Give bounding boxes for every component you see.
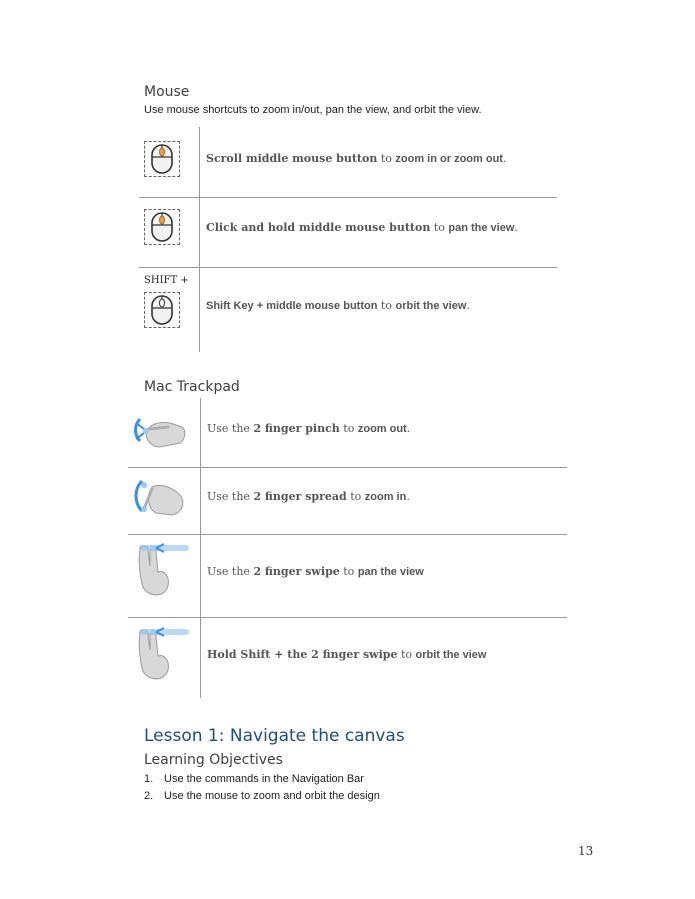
gesture-label: 2 finger pinch (253, 422, 340, 435)
action-label: Click and hold middle mouse button (206, 221, 431, 234)
objective-number: 1. (144, 773, 154, 785)
result-label: pan the view (448, 222, 515, 234)
mouse-section-title: Mouse (144, 84, 190, 100)
row-separator (128, 617, 567, 618)
end-punct: . (406, 490, 410, 503)
connector-text: to (377, 299, 396, 312)
mouse-pan-icon (144, 209, 180, 245)
trackpad-section-title: Mac Trackpad (144, 379, 240, 395)
trackpad-row-2-text (207, 490, 410, 503)
row-separator (139, 197, 557, 198)
result-label: orbit the view (395, 300, 467, 312)
lead-text: Use the (207, 490, 254, 503)
swipe-gesture-icon (130, 540, 194, 607)
spread-gesture-icon (130, 473, 190, 524)
objective-text: Use the mouse to zoom and orbit the design (164, 790, 380, 802)
row-separator (128, 534, 567, 535)
connector-text: to (339, 565, 358, 578)
mouse-scroll-icon (144, 141, 180, 177)
action-label: Scroll middle mouse button (206, 152, 378, 165)
end-punct: . (466, 299, 470, 312)
objective-text: Use the commands in the Navigation Bar (164, 773, 364, 785)
result-label: zoom in (364, 491, 407, 503)
trackpad-row-1-text (207, 422, 410, 435)
result-label: orbit the view (415, 649, 487, 661)
action-label: Shift Key + middle mouse button (206, 300, 378, 312)
result-label: pan the view (357, 566, 424, 578)
mouse-intro-text: Use mouse shortcuts to zoom in/out, pan the view, and orbit the view. (144, 104, 482, 116)
table-divider (200, 398, 201, 698)
end-punct: . (514, 221, 518, 234)
lead-text: Use the (207, 422, 254, 435)
gesture-label: 2 finger swipe (253, 565, 340, 578)
mouse-row-3-text (206, 299, 470, 312)
lead-text: Use the (207, 565, 254, 578)
gesture-label: Hold Shift + the 2 finger swipe (207, 648, 398, 661)
row-separator (139, 267, 557, 268)
learning-objectives-title: Learning Objectives (144, 752, 283, 768)
result-label: zoom out (357, 423, 407, 435)
pinch-gesture-icon (130, 405, 190, 456)
objective-number: 2. (144, 790, 154, 802)
result-label: zoom in or zoom out (395, 153, 503, 165)
mouse-row-1-text (206, 152, 506, 165)
connector-text: to (397, 648, 416, 661)
gesture-label: 2 finger spread (253, 490, 347, 503)
end-punct: . (406, 422, 411, 435)
connector-text: to (346, 490, 365, 503)
trackpad-row-3-text (207, 565, 424, 578)
lesson-title: Lesson 1: Navigate the canvas (144, 726, 405, 746)
page-number: 13 (578, 844, 594, 858)
end-punct: . (502, 152, 507, 165)
mouse-orbit-icon (144, 292, 180, 328)
table-divider (199, 127, 200, 352)
connector-text: to (339, 422, 358, 435)
connector-text: to (377, 152, 396, 165)
mouse-row-2-text (206, 221, 518, 234)
shift-label: SHIFT + (144, 275, 189, 286)
row-separator (128, 467, 567, 468)
orbit-swipe-gesture-icon (130, 624, 194, 691)
trackpad-row-4-text (207, 648, 486, 661)
connector-text: to (430, 221, 449, 234)
